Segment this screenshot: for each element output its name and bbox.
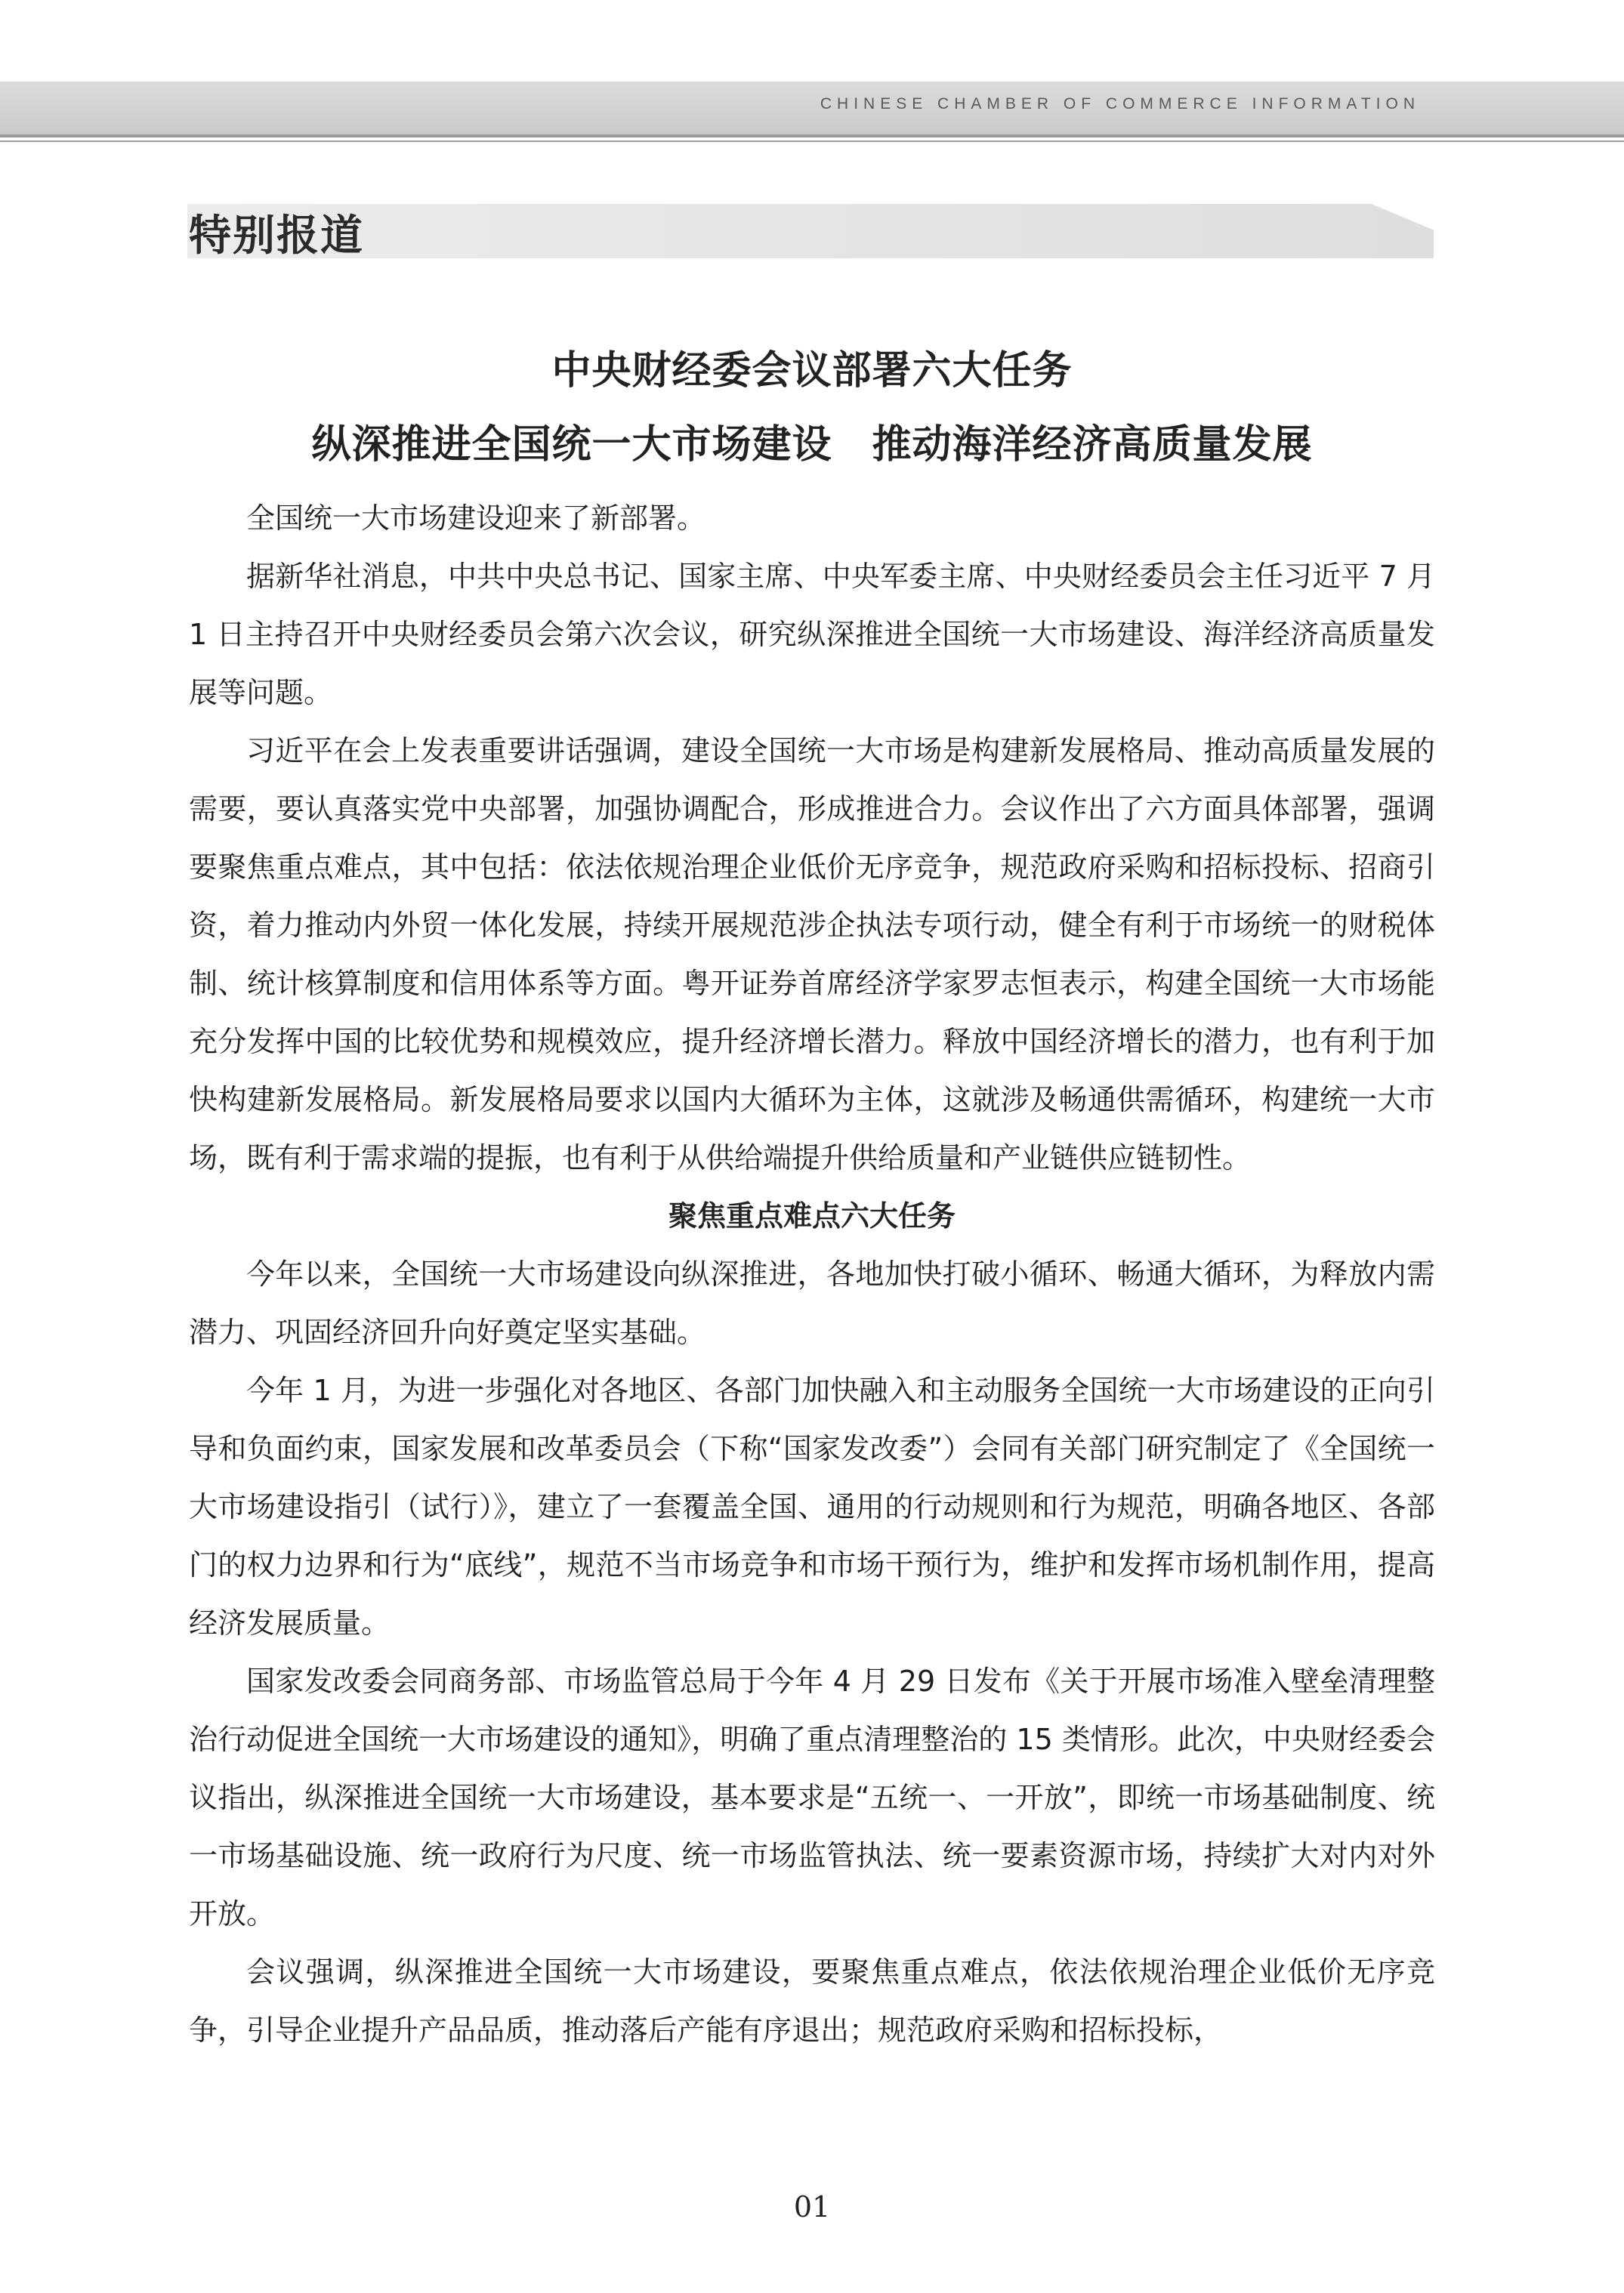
- paragraph-2: 据新华社消息，中共中央总书记、国家主席、中央军委主席、中央财经委员会主任习近平 7 月 1 日主持召开中央财经委员会第六次会议，研究纵深推进全国统一大市场建设、海洋经济高质量发展等问题。: [189, 560, 1435, 709]
- section-title: 特别报道: [189, 211, 364, 261]
- page-number: 01: [793, 2190, 831, 2224]
- header-rule: [0, 134, 1624, 137]
- paragraph-3: 习近平在会上发表重要讲话强调，建设全国统一大市场是构建新发展格局、推动高质量发展的需要，要认真落实党中央部署，加强协调配合，形成推进合力。会议作出了六方面具体部署，强调要聚焦重点难点，其中包括：依法依规治理企业低价无序竞争，规范政府采购和招标投标、招商引资，着力推动内外贸一体化发展，持续开展规范涉企执法专项行动，健全有利于市场统一的财税体制、统计核算制度和信用体系等方面。粤开证券首席经济学家罗志恒表示，构建全国统一大市场能充分发挥中国的比较优势和规模效应，提升经济增长潜力。释放中国经济增长的潜力，也有利于加快构建新发展格局。新发展格局要求以国内大循环为主体，这就涉及畅通供需循环，构建统一大市场，既有利于需求端的提振，也有利于从供给端提升供给质量和产业链供应链韧性。: [189, 734, 1435, 1174]
- paragraph-6: 国家发改委会同商务部、市场监管总局于今年 4 月 29 日发布《关于开展市场准入壁垒清理整治行动促进全国统一大市场建设的通知》，明确了重点清理整治的 15 类情形。此次，中央财经委会议指出，纵深推进全国统一大市场建设，基本要求是“五统一、一开放”，即统一市场基础制度、统一市场基础设施、统一政府行为尺度、统一市场监管执法、统一要素资源市场，持续扩大对内对外开放。: [189, 1665, 1435, 1930]
- article-title-line-1: 中央财经委会议部署六大任务: [551, 348, 1073, 393]
- paragraph-1: 全国统一大市场建设迎来了新部署。: [246, 501, 706, 535]
- paragraph-7: 会议强调，纵深推进全国统一大市场建设，要聚焦重点难点，依法依规治理企业低价无序竞争，引导企业提升产品品质，推动落后产能有序退出；规范政府采购和招标投标，: [189, 1955, 1435, 2047]
- article-body: [189, 489, 1435, 2060]
- paragraph-4: 今年以来，全国统一大市场建设向纵深推进，各地加快打破小循环、畅通大循环，为释放内需潜力、巩固经济回升向好奠定坚实基础。: [189, 1258, 1435, 1349]
- subheading: 聚焦重点难点六大任务: [668, 1199, 956, 1233]
- paragraph-5: 今年 1 月，为进一步强化对各地区、各部门加快融入和主动服务全国统一大市场建设的正向引导和负面约束，国家发展和改革委员会（下称“国家发改委”）会同有关部门研究制定了《全国统一大市场建设指引（试行）》，建立了一套覆盖全国、通用的行动规则和行为规范，明确各地区、各部门的权力边界和行为“底线”，规范不当市场竞争和市场干预行为，维护和发挥市场机制作用，提高经济发展质量。: [189, 1374, 1435, 1640]
- header-rule-thin: [0, 140, 1624, 142]
- article-title-line-2: 纵深推进全国统一大市场建设 推动海洋经济高质量发展: [311, 422, 1313, 468]
- section-banner-background: [187, 204, 1434, 258]
- publication-banner: CHINESE CHAMBER OF COMMERCE INFORMATION: [820, 95, 1420, 113]
